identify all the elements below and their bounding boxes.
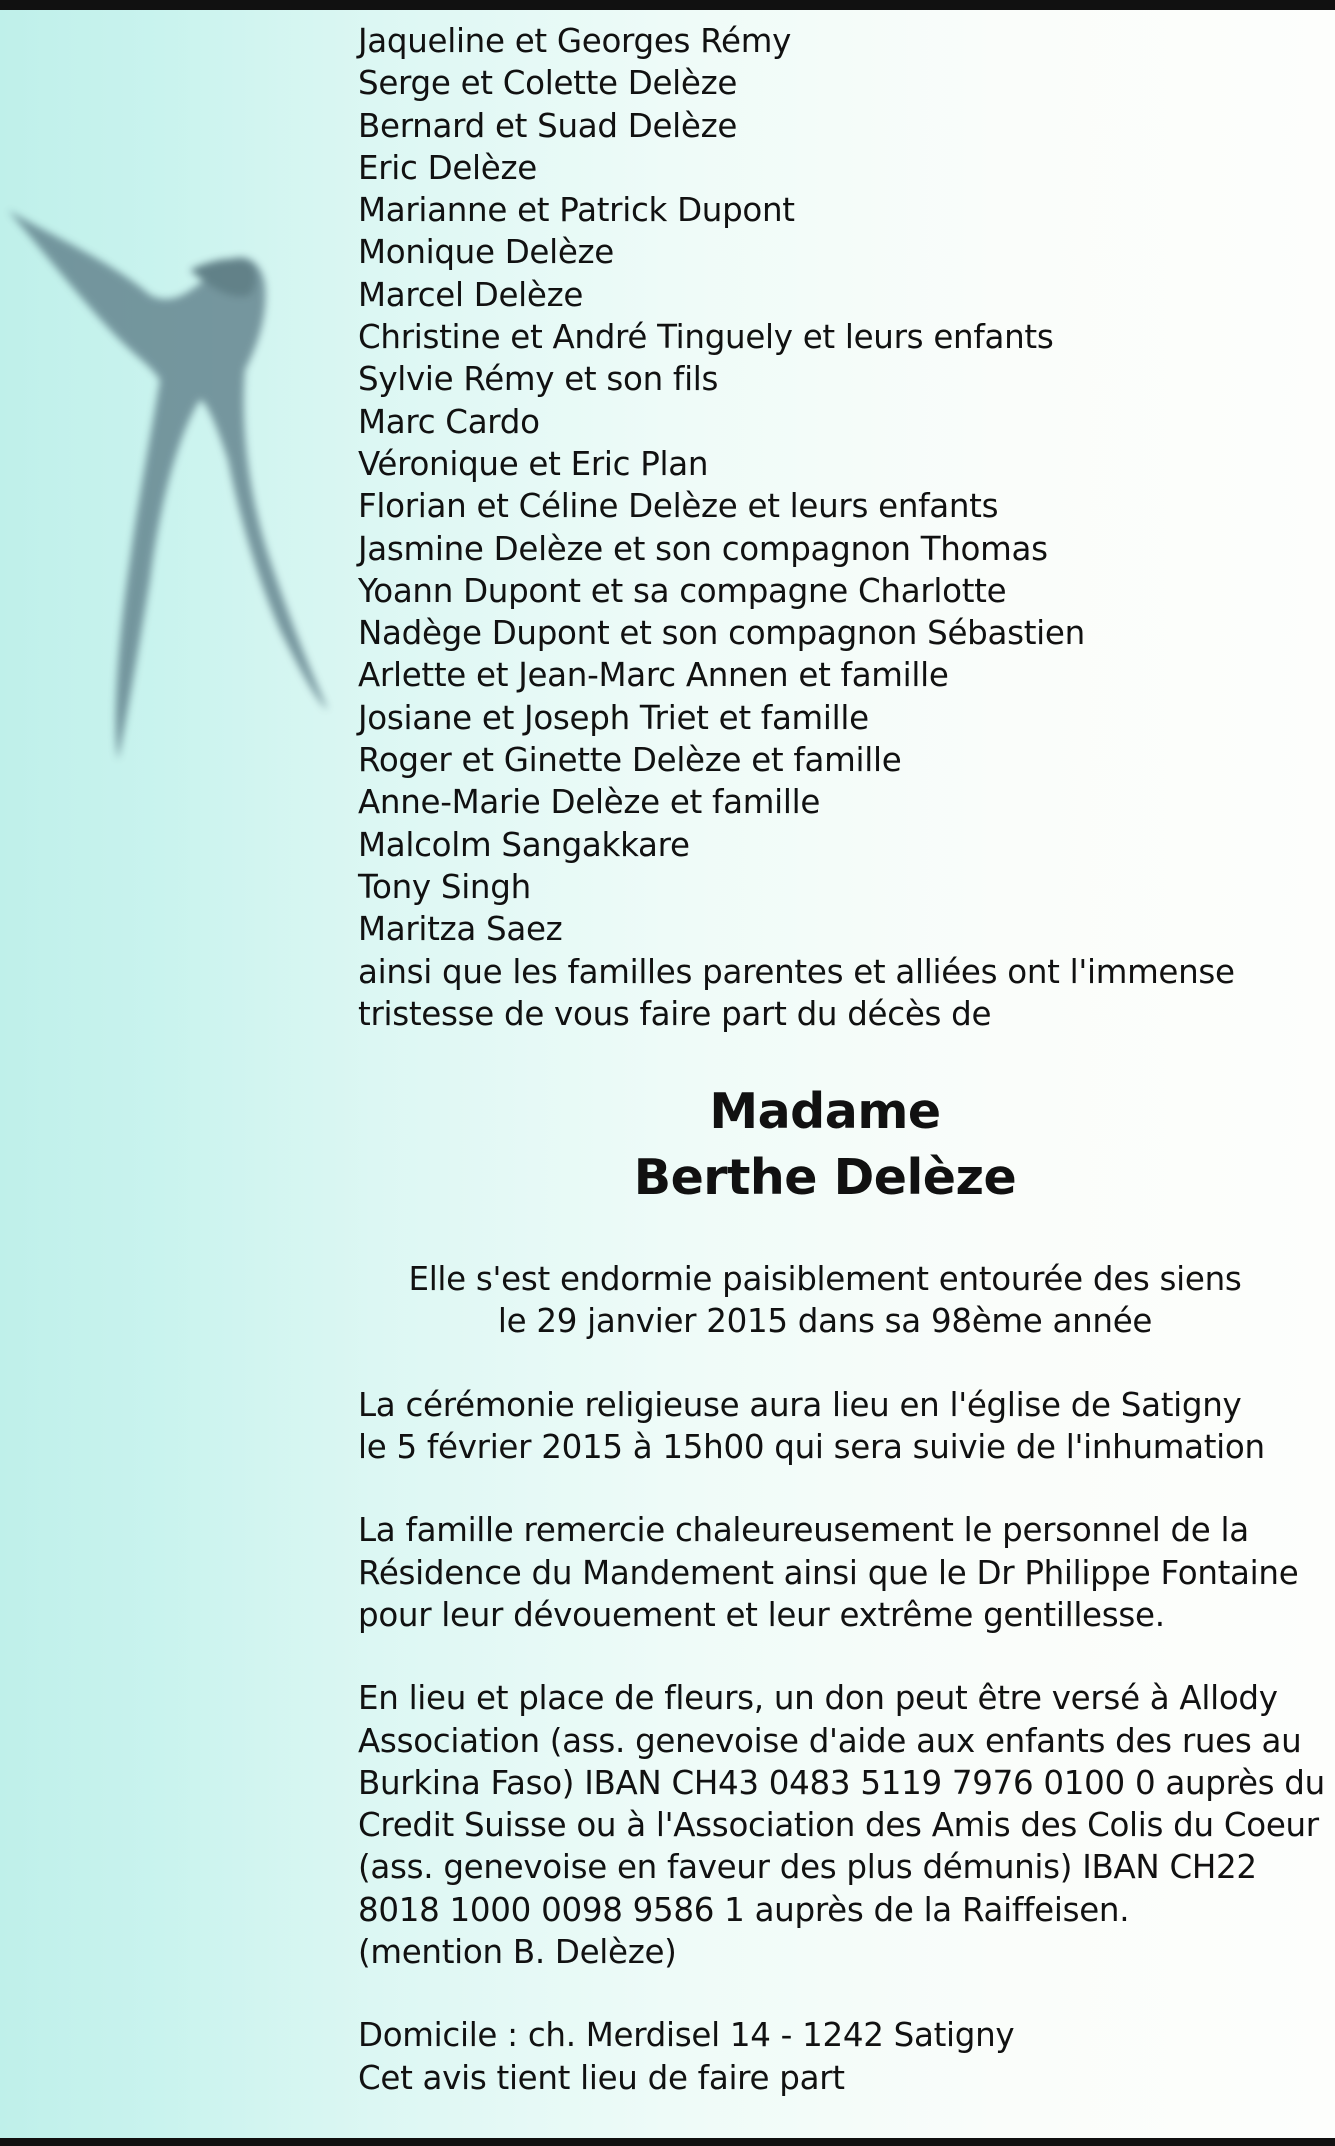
thanks-paragraph [358,1509,1318,1636]
passing-line: le 29 janvier 2015 dans sa 98ème année [497,1302,1153,1341]
donation-line: (mention B. Delèze) [358,1932,677,1971]
domicile-line: Domicile : ch. Merdisel 14 - 1242 Satigny [358,2016,1015,2055]
announcement [358,951,1318,1036]
thanks-line: pour leur dévouement et leur extrême gentillesse. [358,1595,1165,1634]
mourner: Yoann Dupont et sa compagne Charlotte [358,571,1007,610]
mourners-list [358,20,1318,951]
mourner: Tony Singh [358,867,531,906]
mourner: Serge et Colette Delèze [358,64,738,103]
mourner: Roger et Ginette Delèze et famille [358,741,902,780]
mourner: Maritza Saez [358,910,563,949]
donation-paragraph [358,1677,1325,1973]
ceremony-line: le 5 février 2015 à 15h00 qui sera suivie de l'inhumation [358,1428,1265,1467]
mourner: Marianne et Patrick Dupont [358,191,795,230]
mourner: Josiane et Joseph Triet et famille [358,698,869,737]
announcement-line: tristesse de vous faire part du décès de [358,994,992,1033]
announcement-line: ainsi que les familles parentes et alliées ont l'immense [358,952,1235,991]
mourner: Bernard et Suad Delèze [358,106,738,145]
mourner: Arlette et Jean-Marc Annen et famille [358,656,949,695]
donation-line: En lieu et place de fleurs, un don peut être versé à Allody [358,1679,1278,1718]
deceased-name: Berthe Delèze [633,1149,1017,1207]
mourner: Jaqueline et Georges Rémy [358,22,792,60]
closing-paragraph [358,2014,1318,2099]
mourner: Florian et Céline Delèze et leurs enfants [358,487,999,526]
mourner: Eric Delèze [358,148,537,187]
donation-line: 8018 1000 0098 9586 1 auprès de la Raiffeisen. [358,1890,1130,1929]
mourner: Marcel Delèze [358,275,584,314]
ceremony-line: La cérémonie religieuse aura lieu en l'église de Satigny [358,1385,1242,1424]
thanks-line: La famille remercie chaleureusement le personnel de la [358,1511,1249,1550]
mourner: Monique Delèze [358,233,615,272]
donation-line: Credit Suisse ou à l'Association des Amis des Colis du Coeur [358,1806,1319,1845]
mourner: Christine et André Tinguely et leurs enfants [358,318,1054,357]
deceased-heading [358,1079,1292,1211]
notice-line: Cet avis tient lieu de faire part [358,2058,845,2097]
passing-line: Elle s'est endormie paisiblement entourée des siens [408,1260,1242,1299]
donation-line: Burkina Faso) IBAN CH43 0483 5119 7976 0100 0 auprès du [358,1763,1325,1802]
thanks-line: Résidence du Mandement ainsi que le Dr Philippe Fontaine [358,1553,1299,1592]
ceremony-details [358,1384,1318,1469]
mourner: Malcolm Sangakkare [358,825,690,864]
bird-silhouette-icon [0,200,340,840]
mourner: Véronique et Eric Plan [358,444,709,483]
mourner: Anne-Marie Delèze et famille [358,783,821,822]
mourner: Nadège Dupont et son compagnon Sébastien [358,614,1085,653]
bottom-border [0,2138,1335,2146]
mourner: Marc Cardo [358,402,540,441]
passing-details [358,1258,1292,1343]
donation-line: (ass. genevoise en faveur des plus démunis) IBAN CH22 [358,1848,1257,1887]
notice-text [358,20,1325,2099]
mourner: Jasmine Delèze et son compagnon Thomas [358,529,1048,568]
mourner: Sylvie Rémy et son fils [358,360,719,399]
deceased-title: Madame [709,1083,941,1141]
top-border [0,0,1335,10]
donation-line: Association (ass. genevoise d'aide aux enfants des rues au [358,1721,1302,1760]
